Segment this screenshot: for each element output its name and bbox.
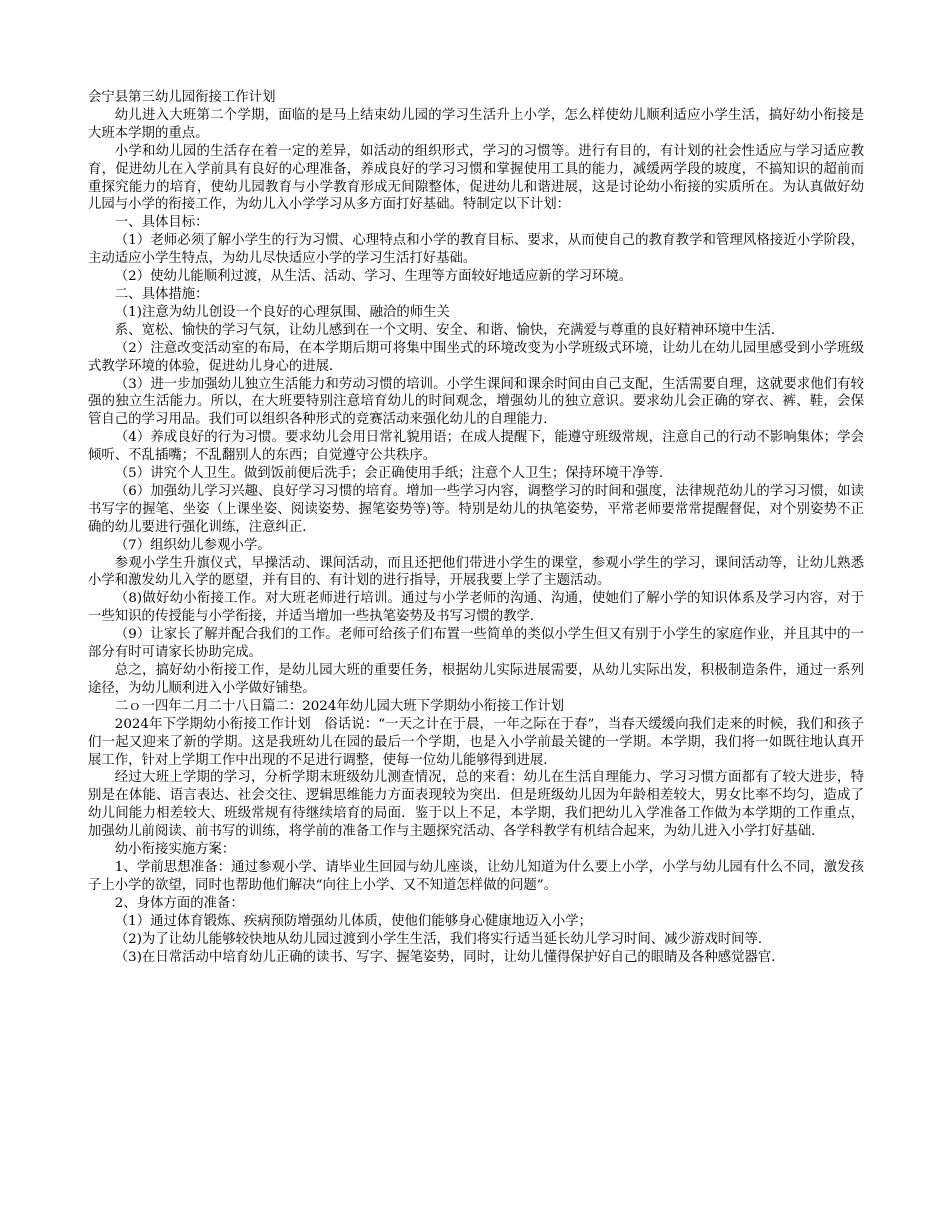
paragraph: 经过大班上学期的学习，分析学期末班级幼儿测查情况，总的来看：幼儿在生活自理能力、学习习惯方面都有了较大进步，特别是在体能、语言表达、社会交往、逻辑思维能力方面表现较为突出．但是班级幼儿因为年龄相差较大，男女比率不均匀，造成了幼儿间能力相差较大、班级常规有待继续培育的局面．鉴于以上不足，本学期，我们把幼儿入学准备工作做为本学期的工作重点，加强幼儿前阅读、前书写的训练，将学前的准备工作与主题探究活动、各学科教学有机结合起来，为幼儿进入小学打好基础． xyxy=(88,770,864,840)
paragraph: （5）讲究个人卫生。做到饭前便后洗手；会正确使用手纸；注意个人卫生；保持环境干净等． xyxy=(114,466,673,482)
section-heading: 幼小衔接实施方案： xyxy=(114,842,236,858)
paragraph: 小学和幼儿园的生活存在着一定的差异，如活动的组织形式，学习的习惯等。进行有目的，有计划的社会性适应与学习适应教育，促进幼儿在入学前具有良好的心理准备，养成良好的学习习惯和掌握使用工具的能力，减缓两学段的坡度，不搞知识的超前而重探究能力的培育，使幼儿园教育与小学教育形成无间隙整体，促进幼儿和谐进展，这是讨论幼小衔接的实质所在。为认真做好幼儿园与小学的衔接工作，为幼儿入小学学习从多方面打好基础。特制定以下计划： xyxy=(88,143,864,213)
document-title: 会宁县第三幼儿园衔接工作计划 xyxy=(88,90,276,105)
paragraph: （7）组织幼儿参观小学。 xyxy=(114,537,271,553)
paragraph: （2）注意改变活动室的布局，在本学期后期可将集中围坐式的环境改变为小学班级式环境，让幼儿在幼儿园里感受到小学班级式教学环境的体验，促进幼儿身心的进展． xyxy=(88,340,864,374)
paragraph: （6）加强幼儿学习兴趣、良好学习习惯的培育。增加一些学习内容，调整学习的时间和强度，法律规范幼儿的学习习惯，如读书写字的握笔、坐姿（上课坐姿、阅读姿势、握笔姿势等)等。特别是幼儿的执笔姿势，平常老师要常常提醒督促，对个别姿势不正确的幼儿要进行强化训练，注意纠正． xyxy=(88,483,864,535)
paragraph: （9）让家长了解并配合我们的工作。老师可给孩子们布置一些简单的类似小学生但又有别于小学生的家庭作业，并且其中的一部分有时可请家长协助完成。 xyxy=(88,627,864,661)
paragraph: 幼儿进入大班第二个学期，面临的是马上结束幼儿园的学习生活升上小学，怎么样使幼儿顺利适应小学生活，搞好幼小衔接是大班本学期的重点。 xyxy=(88,107,864,141)
paragraph: 1、学前思想准备：通过参观小学、请毕业生回园与幼儿座谈，让幼儿知道为什么要上小学，小学与幼儿园有什么不同，激发孩子上小学的欲望，同时也帮助他们解决“向往上小学、又不知道怎样做的问题”。 xyxy=(88,859,864,893)
paragraph: （1）通过体育锻炼、疾病预防增强幼儿体质，使他们能够身心健康地迈入小学； xyxy=(114,913,592,929)
paragraph: 2024年下学期幼小衔接工作计划 俗话说：“一天之计在于晨，一年之际在于春”，当春天缓缓向我们走来的时候，我们和孩子们一起又迎来了新的学期。这是我班幼儿在园的最后一个学期，也是入小学前最关键的一学期。本学期，我们将一如既往地认真开展工作，针对上学期工作中出现的不足进行调整，使每一位幼儿能够得到进展． xyxy=(88,716,864,768)
paragraph: 参观小学生升旗仪式，早操活动、课间活动，而且还把他们带进小学生的课堂，参观小学生的学习，课间活动等，让幼儿熟悉小学和激发幼儿入学的愿望，并有目的、有计划的进行指导，开展我要上学了主题活动。 xyxy=(88,555,864,589)
section-heading: 二、具体措施： xyxy=(114,286,209,302)
document-page xyxy=(88,89,864,966)
paragraph: （1）老师必须了解小学生的行为习惯、心理特点和小学的教育目标、要求，从而使自己的教育教学和管理风格接近小学阶段，主动适应小学生特点，为幼儿尽快适应小学的学习生活打好基础。 xyxy=(88,233,864,267)
paragraph: （3）进一步加强幼儿独立生活能力和劳动习惯的培训。小学生课间和课余时间由自己支配，生活需要自理，这就要求他们有较强的独立生活能力。所以，在大班要特别注意培育幼儿的时间观念，增强幼儿的独立意识。要求幼儿会正确的穿衣、裤、鞋，会保管自己的学习用品。我们可以组织各种形式的竞赛活动来强化幼儿的自理能力． xyxy=(88,376,864,428)
paragraph: （1)注意为幼儿创设一个良好的心理氛围、融洽的师生关 xyxy=(114,304,450,320)
paragraph: 系、宽松、愉快的学习气氛，让幼儿感到在一个文明、安全、和谐、愉快，充满爱与尊重的良好精神环境中生活． xyxy=(114,322,785,338)
section-heading: 2、身体方面的准备： xyxy=(114,895,244,911)
paragraph: （2)为了让幼儿能够较快地从幼儿园过渡到小学生生活，我们将实行适当延长幼儿学习时间、减少游戏时间等． xyxy=(114,931,772,947)
paragraph: （2）使幼儿能顺利过渡，从生活、活动、学习、生理等方面较好地适应新的学习环境。 xyxy=(114,269,633,285)
paragraph: （8)做好幼小衔接工作。对大班老师进行培训。通过与小学老师的沟通、沟通，使她们了解小学的知识体系及学习内容，对于一些知识的传授能与小学衔接，并适当增加一些执笔姿势及书写习惯的教学． xyxy=(88,591,864,625)
section-heading: 一、具体目标： xyxy=(114,215,209,231)
paragraph: （3)在日常活动中培育幼儿正确的读书、写字、握笔姿势，同时，让幼儿懂得保护好自己的眼睛及各种感觉器官． xyxy=(114,949,785,965)
paragraph: 二ｏ一四年二月二十八日篇二：2024年幼儿园大班下学期幼小衔接工作计划 xyxy=(114,698,564,714)
paragraph: （4）养成良好的行为习惯。要求幼儿会用日常礼貌用语；在成人提醒下，能遵守班级常规，注意自己的行动不影响集体；学会倾听、不乱插嘴；不乱翻别人的东西；自觉遵守公共秩序。 xyxy=(88,430,864,464)
paragraph: 总之，搞好幼小衔接工作，是幼儿园大班的重要任务，根据幼儿实际进展需要，从幼儿实际出发，积极制造条件，通过一系列途径，为幼儿顺利进入小学做好铺垫。 xyxy=(88,663,864,696)
